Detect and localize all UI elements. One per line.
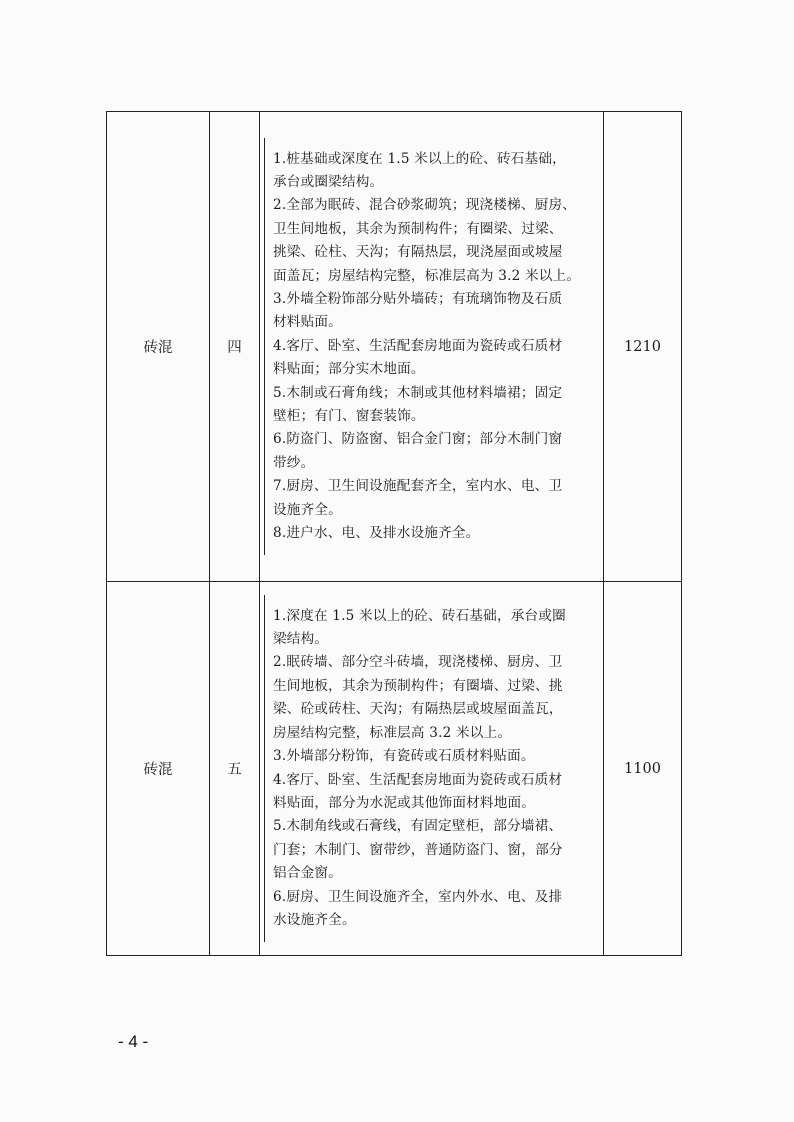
structure-type-cell: 砖混 [107, 582, 210, 956]
description-line: 水设施齐全。 [273, 911, 356, 928]
price-cell: 1210 [604, 112, 682, 582]
description-line: 壁柜；有门、窗套装饰。 [273, 408, 425, 425]
description-line: 料贴面；部分实木地面。 [273, 361, 425, 378]
description-line: 5.木制或石膏角线；木制或其他材料墙裙；固定 [273, 384, 563, 401]
description-line: 4.客厅、卧室、生活配套房地面为瓷砖或石质材 [273, 771, 563, 788]
structure-type-cell: 砖混 [107, 112, 210, 582]
description-line: 6.防盗门、防盗窗、铝合金门窗；部分木制门窗 [273, 431, 563, 448]
description-line: 卫生间地板，其余为预制构件；有圈梁、过梁、 [273, 220, 563, 237]
description-line: 7.厨房、卫生间设施配套齐全，室内水、电、卫 [273, 478, 563, 495]
description-line: 6.厨房、卫生间设施齐全，室内外水、电、及排 [273, 888, 563, 905]
description-line: 8.进户水、电、及排水设施齐全。 [273, 525, 480, 542]
description-line: 设施齐全。 [273, 501, 342, 518]
page-number: - 4 - [118, 1032, 149, 1051]
price-cell: 1100 [604, 582, 682, 956]
description-cell [260, 112, 604, 582]
description-line: 2.全部为眠砖、混合砂浆砌筑；现浇楼梯、厨房、 [273, 197, 577, 214]
description-text [264, 138, 597, 556]
description-cell [260, 582, 604, 956]
description-line: 梁结构。 [273, 631, 329, 648]
table-row [107, 112, 682, 582]
description-line: 铝合金窗。 [273, 865, 342, 882]
grade-cell: 五 [210, 582, 260, 956]
grade-cell: 四 [210, 112, 260, 582]
description-text [264, 595, 597, 943]
description-line: 承台或圈梁结构。 [273, 173, 384, 190]
description-line: 4.客厅、卧室、生活配套房地面为瓷砖或石质材 [273, 337, 563, 354]
description-line: 料贴面，部分为水泥或其他饰面材料地面。 [273, 794, 536, 811]
description-line: 3.外墙部分粉饰，有瓷砖或石质材料贴面。 [273, 748, 535, 765]
standards-table [106, 111, 682, 956]
table-row [107, 582, 682, 956]
description-line: 房屋结构完整，标准层高 3.2 米以上。 [273, 724, 512, 741]
description-line: 生间地板，其余为预制构件；有圈墙、过梁、挑 [273, 677, 563, 694]
description-line: 梁、砼或砖柱、天沟；有隔热层或坡屋面盖瓦， [273, 701, 563, 718]
description-line: 面盖瓦；房屋结构完整，标准层高为 3.2 米以上。 [273, 267, 581, 284]
description-line: 5.木制角线或石膏线，有固定壁柜，部分墙裙、 [273, 818, 563, 835]
description-line: 材料贴面。 [273, 314, 342, 331]
description-line: 3.外墙全粉饰部分贴外墙砖；有琉璃饰物及石质 [273, 290, 563, 307]
description-line: 带纱。 [273, 454, 315, 471]
description-line: 门套；木制门、窗带纱，普通防盗门、窗，部分 [273, 841, 563, 858]
description-line: 2.眠砖墙、部分空斗砖墙，现浇楼梯、厨房、卫 [273, 654, 563, 671]
description-line: 挑梁、砼柱、天沟；有隔热层，现浇屋面或坡屋 [273, 244, 563, 261]
description-line: 1.桩基础或深度在 1.5 米以上的砼、砖石基础， [273, 150, 566, 167]
description-line: 1.深度在 1.5 米以上的砼、砖石基础，承台或圈 [273, 607, 566, 624]
